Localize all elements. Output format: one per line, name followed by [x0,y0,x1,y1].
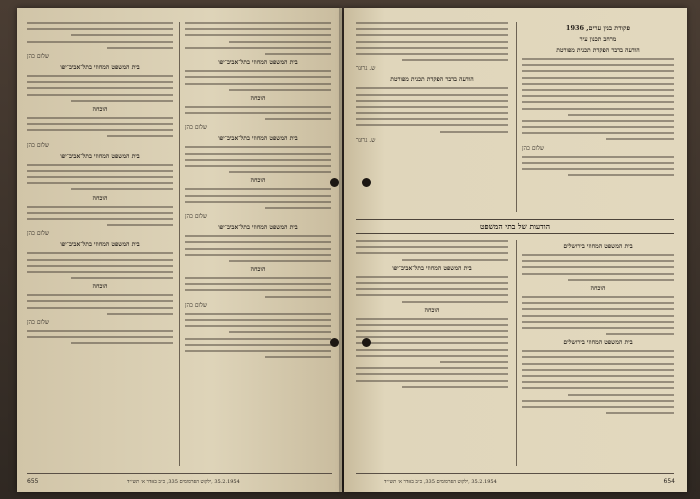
section-header: הוכחה [424,306,440,314]
signature: שלום כהן [27,141,50,149]
column-divider [516,240,517,466]
binding-hole [362,178,371,187]
section-header: הוכחה [250,94,266,102]
signature: שלום כהן [27,230,50,238]
right-page-left-column [356,22,508,212]
footer-rule [356,473,674,474]
left-page-right-column [185,22,331,466]
signature: ש. גרונר [356,136,376,144]
section-header: הוכחה [250,266,266,274]
section-header: בית המשפט המחוזי בתל־אביב־יפו [218,224,298,232]
left-page [17,8,342,492]
document-title: פקודת בנין ערים, 1936 [565,24,631,32]
section-header: הוכחה [250,177,266,185]
signature: שלום כהן [27,319,50,326]
section-header: בית המשפט המחוזי בתל־אביב־יפו [218,135,298,143]
page-footer: 35.2.1954 ,ילקוט הפרסומים 335, כ״ב באדר א׳ תשי״ד [127,479,240,485]
binding-hole [362,338,371,347]
right-page-lower-left-column [356,240,508,466]
section-header: בית המשפט המחוזי בירושלים [563,339,633,347]
binding-hole [330,338,339,347]
section-header: בית המשפט המחוזי בירושלים [563,243,633,250]
footer-rule [27,473,332,474]
section-header: בית המשפט המחוזי בתל־אביב־יפו [60,63,140,71]
binding-hole [330,178,339,187]
section-header: הוכחה [92,105,108,113]
section-header: הודעה בדבר הפקדת תכנית מפורטת [390,76,474,84]
section-header: הודעה בדבר הפקדת תכנית מפורטת [556,47,640,54]
signature: שלום כהן [185,213,208,221]
signature: שלום כהן [185,301,208,309]
signature: שלום כהן [27,52,50,60]
court-notices-banner: הודעות של בתי המשפט [356,219,674,234]
page-number: 654 [663,478,675,485]
section-header: הוכחה [92,283,108,291]
section-header: בית המשפט המחוזי בתל־אביב־יפו [60,241,140,249]
left-page-left-column [27,22,173,466]
section-header: בית המשפט המחוזי בתל־אביב־יפו [60,152,140,160]
section-header: הוכחה [590,284,606,292]
page-number: 655 [27,478,39,485]
right-page [344,8,687,492]
section-header: הוכחה [92,194,108,202]
signature: שלום כהן [185,124,208,132]
column-divider [179,22,180,466]
section-header: מרחב תכנון עיר [579,36,617,43]
page-footer: 35.2.1954 ,ילקוט הפרסומים 335, כ״ב באדר א׳ תשי״ד [384,479,497,485]
court-notices-banner-wrap [356,214,674,239]
section-header: בית המשפט המחוזי בתל־אביב־יפו [218,59,298,67]
section-header: בית המשפט המחוזי בתל־אביב־יפו [392,264,472,272]
signature: ש. גרונר [356,65,376,73]
right-page-lower-right-column [522,240,674,466]
signature: שלום כהן [522,144,545,152]
column-divider [516,22,517,212]
